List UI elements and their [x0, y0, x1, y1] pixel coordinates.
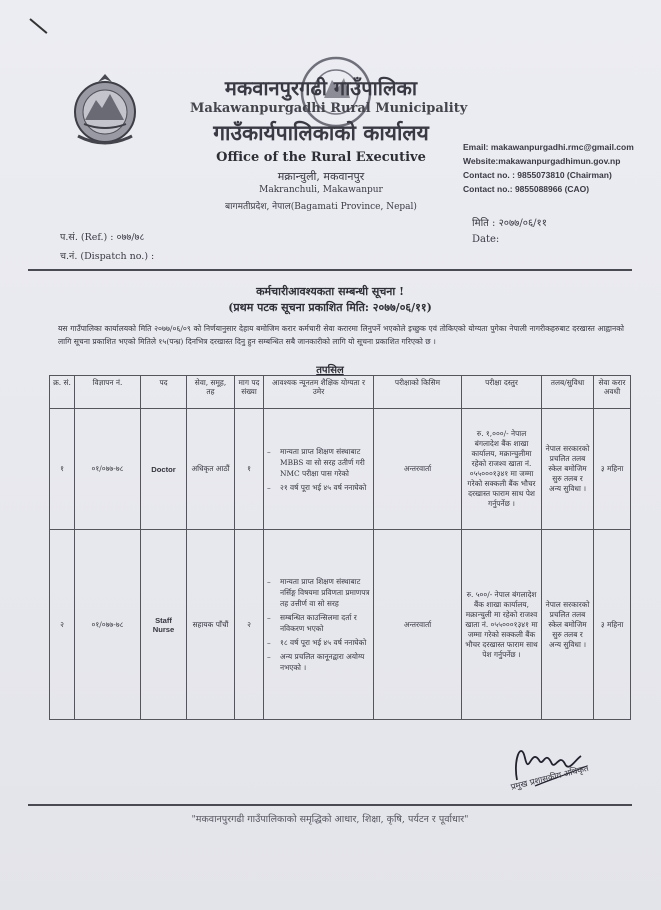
col-header-salary: तलब/सुविधा	[542, 376, 594, 409]
cell-post: Doctor	[141, 409, 187, 530]
notice-subtitle: (प्रथम पटक सूचना प्रकाशित मिति: २०७७/०६/११)	[228, 301, 432, 314]
qualification-item: – मान्यता प्राप्त शिक्षण संस्थाबाट MBBS वा सो सरह उतीर्ण गरी NMC परीक्षा पास गरेको	[267, 446, 370, 479]
col-header-fee: परीक्षा दस्तुर	[462, 376, 542, 409]
date-en: Date:	[472, 234, 500, 245]
col-header-duration: सेवा करार अवधी	[594, 376, 631, 409]
cell-sn: २	[50, 530, 75, 720]
cell-exam: अन्तरवार्ता	[374, 530, 462, 720]
table-header-row	[50, 376, 631, 409]
dispatch-number: च.नं. (Dispatch no.) :	[60, 251, 155, 262]
office-name-en: Office of the Rural Executive	[216, 150, 426, 165]
header-divider	[28, 269, 632, 271]
col-header-sn: क्र. सं.	[50, 376, 75, 409]
cell-qualification	[264, 409, 374, 530]
cell-duration: ३ महिना	[594, 530, 631, 720]
footer-motto: "मकवानपुरगढी गाउँपालिकाको समृद्धिको आधार, शिक्षा, कृषि, पर्यटन र पूर्वाधार"	[191, 814, 469, 825]
col-header-adv-no: विज्ञापन नं.	[75, 376, 141, 409]
cell-salary: नेपाल सरकारको प्रचलित तलब स्केल बमोजिम सुरु तलब र अन्य सुविधा ।	[542, 530, 594, 720]
cell-salary: नेपाल सरकारको प्रचलित तलब स्केल बमोजिम सुरु तलब र अन्य सुविधा ।	[542, 409, 594, 530]
date-np: मिति : २०७७/०६/११	[472, 218, 547, 229]
table-row	[50, 530, 631, 720]
cao-contact: Contact no.: 9855088966 (CAO)	[463, 184, 590, 194]
office-name-np: गाउँकार्यपालिकाको कार्यालय	[213, 120, 429, 145]
vacancy-table	[49, 375, 631, 720]
notice-body: यस गाउँपालिका कार्यालयको मिति २०७७/०६/०९ को निर्णयानुसार देहाय बमोजिम करार कर्मचारी सेवा करारमा लिनुपर्ने भएकोले इच्छुक एवं तोकिएको योग्यता पुगेका नेपाली नागरीकहरुबाट दरखास्त आह्वानको लागि सूचना प्रकाशित भएको मितिले १५(पन्ध्र) दिनभित्र दरखास्त दिनु हुन सम्बन्धित सबै जानकारीको लागि यो सूचना प्रकाशित गरिएको छ ।	[58, 324, 624, 346]
footer-divider	[28, 804, 632, 806]
cell-fee: रु. १,०००/- नेपाल बंगलादेश बैंक शाखा कार्यालय, मक्रान्चुलीमा रहेको राजश्व खाता नं. ०५५०००१३४१ मा जम्मा गरेको सक्कली बैंक भौचर दरखास्त फाराम साथ पेश गर्नुपर्नेछ ।	[462, 409, 542, 530]
reference-block	[60, 228, 154, 266]
cell-service: अधिकृत आठौं	[187, 409, 235, 530]
date-block	[472, 216, 547, 248]
email-text: Email: makawanpurgadhi.rmc@gmail.com	[463, 142, 634, 152]
qualification-item: – मान्यता प्राप्त शिक्षण संस्थाबाट नर्सिङ्ग विषयमा प्रविणता प्रमाणपत्र तह उत्तीर्ण वा सो सरह	[267, 576, 370, 609]
col-header-post: पद	[141, 376, 187, 409]
nepal-emblem-icon	[68, 70, 142, 152]
cell-service: सहायक पाँचौं	[187, 530, 235, 720]
address-np: मक्रान्चुली, मकवानपुर	[277, 170, 365, 183]
qualification-item: – १८ वर्ष पूरा भई ४५ वर्ष ननाघेको	[267, 637, 370, 648]
municipality-name-np: मकवानपुरगढी गाउँपालिका	[224, 76, 418, 100]
cell-adv-no: ०१/०७७-७८	[75, 409, 141, 530]
col-header-count: माग पद संख्या	[235, 376, 264, 409]
cell-count: १	[235, 409, 264, 530]
col-header-qualification: आवश्यक न्यूनतम शैक्षिक योग्यता र उमेर	[264, 376, 374, 409]
cell-count: २	[235, 530, 264, 720]
cell-fee: रु. ५००/- नेपाल बंगलादेश बैंक शाखा कार्यालय, मक्रान्चुली मा रहेको राजश्व खाता नं. ०५५०००१३४१ मा जम्मा गरेको सक्कली बैंक भौचर दरखास्त फाराम साथ पेश गर्नुपर्नेछ ।	[462, 530, 542, 720]
notice-title: कर्मचारीआवश्यकता सम्बन्धी सूचना !	[256, 285, 404, 298]
qualification-item: – २१ वर्ष पूरा भई ४५ वर्ष ननाघेको	[267, 482, 370, 493]
province-line: बागमतीप्रदेश, नेपाल(Bagamati Province, Nepal)	[225, 202, 417, 212]
cell-exam: अन्तरवार्ता	[374, 409, 462, 530]
website-text: Website:makawanpurgadhimun.gov.np	[463, 156, 621, 166]
chairman-contact: Contact no. : 9855073810 (Chairman)	[463, 170, 612, 180]
table-title: तपसिल	[316, 365, 344, 376]
table-row	[50, 409, 631, 530]
signatory-title: प्रमुख प्रशासकीय अधिकृत	[509, 763, 590, 793]
cell-duration: ३ महिना	[594, 409, 631, 530]
col-header-exam: परीक्षाको किसिम	[374, 376, 462, 409]
col-header-service: सेवा, समूह, तह	[187, 376, 235, 409]
address-en: Makranchuli, Makawanpur	[259, 185, 383, 195]
cell-qualification	[264, 530, 374, 720]
cell-adv-no: ०१/०७७-७८	[75, 530, 141, 720]
qualification-item: – अन्य प्रचलित कानूनद्वारा अयोग्य नभएको ।	[267, 651, 370, 673]
ref-number: प.सं. (Ref.) : ०७७/७८	[60, 232, 145, 243]
municipality-name-en: Makawanpurgadhi Rural Municipality	[190, 101, 468, 116]
corner-mark	[29, 18, 47, 34]
cell-post: Staff Nurse	[141, 530, 187, 720]
cell-sn: १	[50, 409, 75, 530]
contact-block	[463, 140, 634, 196]
qualification-item: – सम्बन्धित काउन्सिलमा दर्ता र नविकरण भएको	[267, 612, 370, 634]
